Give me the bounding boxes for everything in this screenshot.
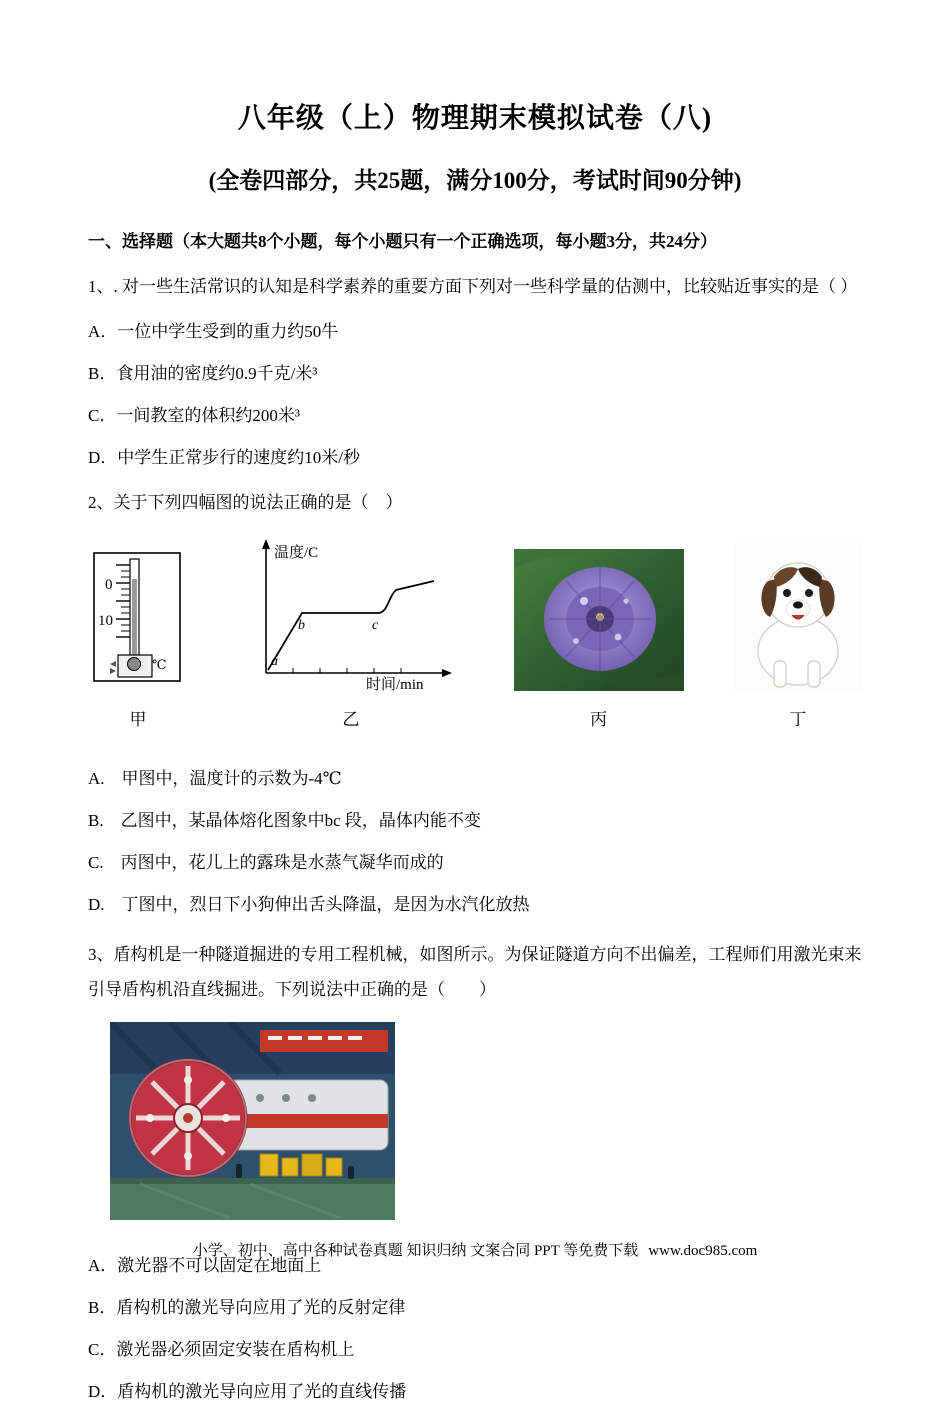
thermometer-scale-0: 0 <box>105 576 113 593</box>
caption-bing: 丙 <box>590 709 608 729</box>
page-footer <box>0 1239 950 1260</box>
graph-ylabel: 温度/C <box>274 544 319 561</box>
q1-option-a: A．一位中学生受到的重力约50牛 <box>88 322 339 342</box>
exam-subtitle: (全卷四部分，共25题，满分100分，考试时间90分钟) <box>208 168 742 193</box>
caption-yi: 乙 <box>342 709 360 729</box>
caption-jia: 甲 <box>129 709 147 729</box>
melting-graph-figure <box>238 533 463 691</box>
figure-ding <box>734 543 862 691</box>
graph-point-b: b <box>298 617 306 633</box>
footer-text: 小学、初中、高中各种试卷真题 知识归纳 文案合同 PPT 等免费下载 <box>192 1243 639 1259</box>
caption-ding: 丁 <box>789 709 807 729</box>
exam-title: 八年级（上）物理期末模拟试卷（八) <box>237 103 713 134</box>
q1-stem: 1、. 对一些生活常识的认知是科学素养的重要方面下列对一些科学量的估测中，比较贴近事实的是（ ） <box>88 277 858 296</box>
puppy-photo <box>734 543 862 691</box>
thermometer-scale-10: 10 <box>98 612 113 629</box>
q2-stem: 2、关于下列四幅图的说法正确的是（ ） <box>88 493 403 513</box>
thermometer-figure <box>88 549 188 691</box>
q2-option-a: A. 甲图中，温度计的示数为-4℃ <box>88 768 342 788</box>
q3-figure-wrap <box>110 1022 862 1225</box>
figure-bing <box>514 549 684 691</box>
q2-option-d: D. 丁图中，烈日下小狗伸出舌头降温，是因为水汽化放热 <box>88 894 530 914</box>
flower-photo <box>514 549 684 691</box>
q3-stem: 3、盾构机是一种隧道掘进的专用工程机械，如图所示。为保证隧道方向不出偏差，工程师们用激光束来引导盾构机沿直线掘进。下列说法中正确的是（ ） <box>88 944 862 1000</box>
q3-option-c: C．激光器必须固定安装在盾构机上 <box>88 1340 355 1360</box>
tunnel-boring-machine-photo <box>110 1022 395 1220</box>
figure-jia <box>88 549 188 691</box>
q1-option-d: D．中学生正常步行的速度约10米/秒 <box>88 448 360 468</box>
q2-figures-row <box>88 533 862 691</box>
footer-url: www.doc985.com <box>648 1243 758 1259</box>
q2-figure-captions <box>88 691 862 730</box>
graph-point-a: a <box>271 653 279 669</box>
graph-point-c: c <box>372 617 379 633</box>
q3-option-a: A．激光器不可以固定在地面上 <box>88 1256 322 1276</box>
graph-xlabel: 时间/min <box>366 676 424 691</box>
q2-option-b: B. 乙图中，某晶体熔化图象中bc 段，晶体内能不变 <box>88 810 481 830</box>
q1-option-c: C．一间教室的体积约200米³ <box>88 406 300 426</box>
section1-header: 一、选择题（本大题共8个小题，每个小题只有一个正确选项，每小题3分，共24分） <box>88 232 717 251</box>
figure-yi <box>238 533 463 691</box>
q3-option-d: D．盾构机的激光导向应用了光的直线传播 <box>88 1382 407 1402</box>
q3-option-b: B．盾构机的激光导向应用了光的反射定律 <box>88 1298 406 1318</box>
thermometer-unit: ℃ <box>152 656 167 672</box>
q2-option-c: C. 丙图中，花儿上的露珠是水蒸气凝华而成的 <box>88 852 444 872</box>
q1-option-b: B．食用油的密度约0.9千克/米³ <box>88 364 318 384</box>
